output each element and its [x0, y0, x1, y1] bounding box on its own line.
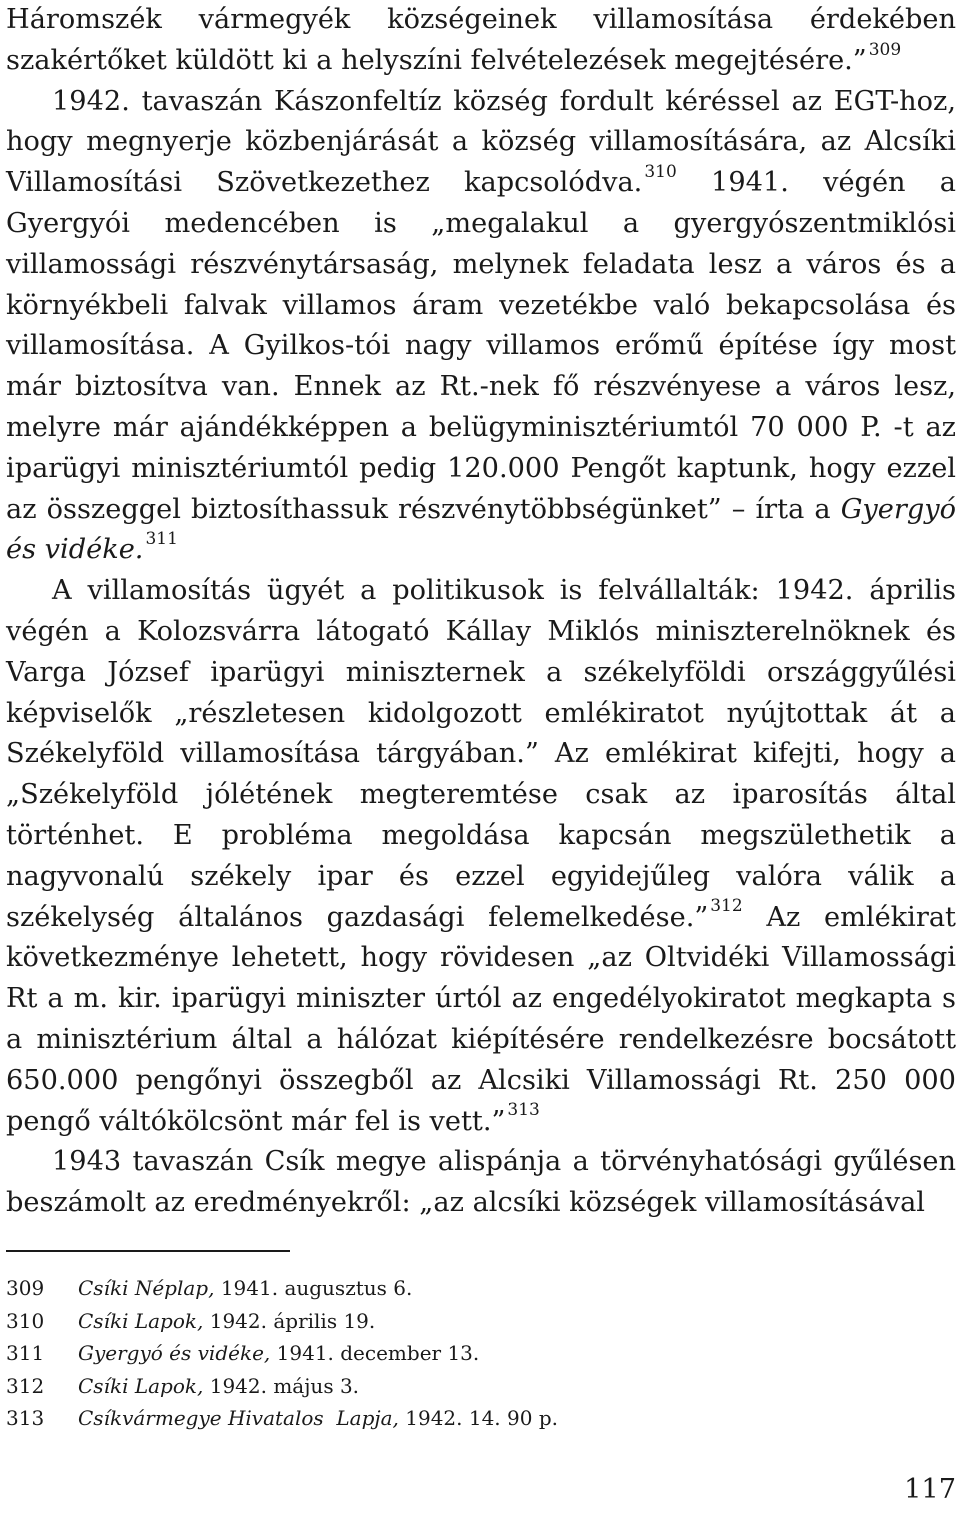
paragraph-2	[6, 82, 956, 572]
footnote-313	[6, 1402, 906, 1435]
footnote-source-title: Csíki Lapok,	[78, 1308, 204, 1333]
footnote-source-title: Csíki Néplap,	[78, 1276, 215, 1300]
paragraph-2-source-title: Gyergyó és vidéke.	[6, 493, 956, 566]
footnote-312	[6, 1370, 906, 1403]
footnote-ref-309: 309	[868, 39, 902, 60]
footnote-ref-311: 311	[145, 529, 178, 550]
paragraph-4	[6, 1142, 956, 1224]
footnote-ref-312: 312	[710, 896, 743, 917]
footnote-311	[6, 1337, 906, 1370]
paragraph-1	[6, 0, 956, 82]
footnote-number: 310	[6, 1308, 45, 1333]
footnote-309	[6, 1272, 906, 1305]
footnote-source-title: Csíkvármegye Hivatalos Lapja,	[78, 1406, 399, 1430]
footnote-separator	[6, 1250, 290, 1252]
paragraph-3-text-b: Az emlékirat következménye lehetett, hogy rövidesen „az Oltvidéki Villamossági Rt a m. kir. iparügyi miniszter úrtól az engedélyokiratot megkapta s a minisztérium által a hálózat kiépítésére rendelkezésre bocsátott 650.000 pengőnyi összegből az Alcsiki Villamossági Rt. 250 000 pengő váltókölcsönt már fel is vett.”	[6, 901, 956, 1137]
footnote-source-title: Gyergyó és vidéke,	[78, 1341, 271, 1365]
footnote-detail: 1942. április 19.	[203, 1308, 376, 1333]
footnote-number: 312	[6, 1373, 45, 1398]
page-number: 117	[904, 1474, 956, 1505]
footnote-detail: 1941. december 13.	[270, 1341, 480, 1365]
body-text	[6, 0, 956, 1224]
footnote-number: 313	[6, 1406, 45, 1430]
footnote-310	[6, 1305, 906, 1338]
footnote-detail: 1942. május 3.	[203, 1373, 360, 1398]
footnote-detail: 1942. 14. 90 p.	[398, 1406, 558, 1430]
footnote-number: 309	[6, 1276, 45, 1300]
footnote-ref-313: 313	[507, 1100, 540, 1121]
footnote-source-title: Csíki Lapok,	[78, 1373, 204, 1398]
paragraph-3-text-a: A villamosítás ügyét a politikusok is felvállalták: 1942. április végén a Kolozsvárra látogató Kállay Miklós miniszterelnöknek és Varga József iparügyi miniszternek a székelyföldi országgyűlési képviselők „részletesen kidolgozott emlékiratot nyújtottak át a Székelyföld villamosítása tárgyában.” Az emlékirat kifejti, hogy a „Székelyföld jólétének megteremtése csak az iparosítás által történhet. E probléma megoldása kapcsán megszülethetik a nagyvonalú székely ipar és ezzel egyidejűleg valóra válik a székelység általános gazdasági felemelkedése.”	[6, 575, 956, 933]
footnote-number: 311	[6, 1341, 45, 1365]
footnote-ref-310: 310	[644, 162, 677, 183]
paragraph-2-text-a: 1942. tavaszán Kászonfeltíz község fordult kéréssel az EGT-hoz, hogy megnyerje közbenjárását a község villamosítására, az Alcsíki Villamosítási Szövetkezethez kapcsolódva.	[6, 85, 956, 199]
footnote-detail: 1941. augusztus 6.	[214, 1276, 413, 1300]
paragraph-3	[6, 571, 956, 1142]
footnotes	[6, 1272, 906, 1435]
paragraph-2-text-b: 1941. végén a Gyergyói medencében is „megalakul a gyergyószentmiklósi villamossági részvénytársaság, melynek feladata lesz a város és a környékbeli falvak villamos áram vezetékbe való bekapcsolása és villamosítása. A Gyilkos-tói nagy villamos erőmű építése így most már biztosítva van. Ennek az Rt.-nek fő részvényese a város lesz, melyre már ajándékképpen a belügyminisztériumtól 70 000 P. -t az iparügyi minisztériumtól pedig 120.000 Pengőt kaptunk, hogy ezzel az összeggel biztosíthassuk részvénytöbbségünket” – írta a	[6, 167, 956, 525]
paragraph-1-text: Háromszék vármegyék községeinek villamosítása érdekében szakértőket küldött ki a helyszíni felvételezések megejtésére.”	[6, 4, 956, 76]
paragraph-4-text: 1943 tavaszán Csík megye alispánja a törvényhatósági gyűlésen beszámolt az eredményekről: „az alcsíki községek villamosításával	[6, 1146, 956, 1219]
